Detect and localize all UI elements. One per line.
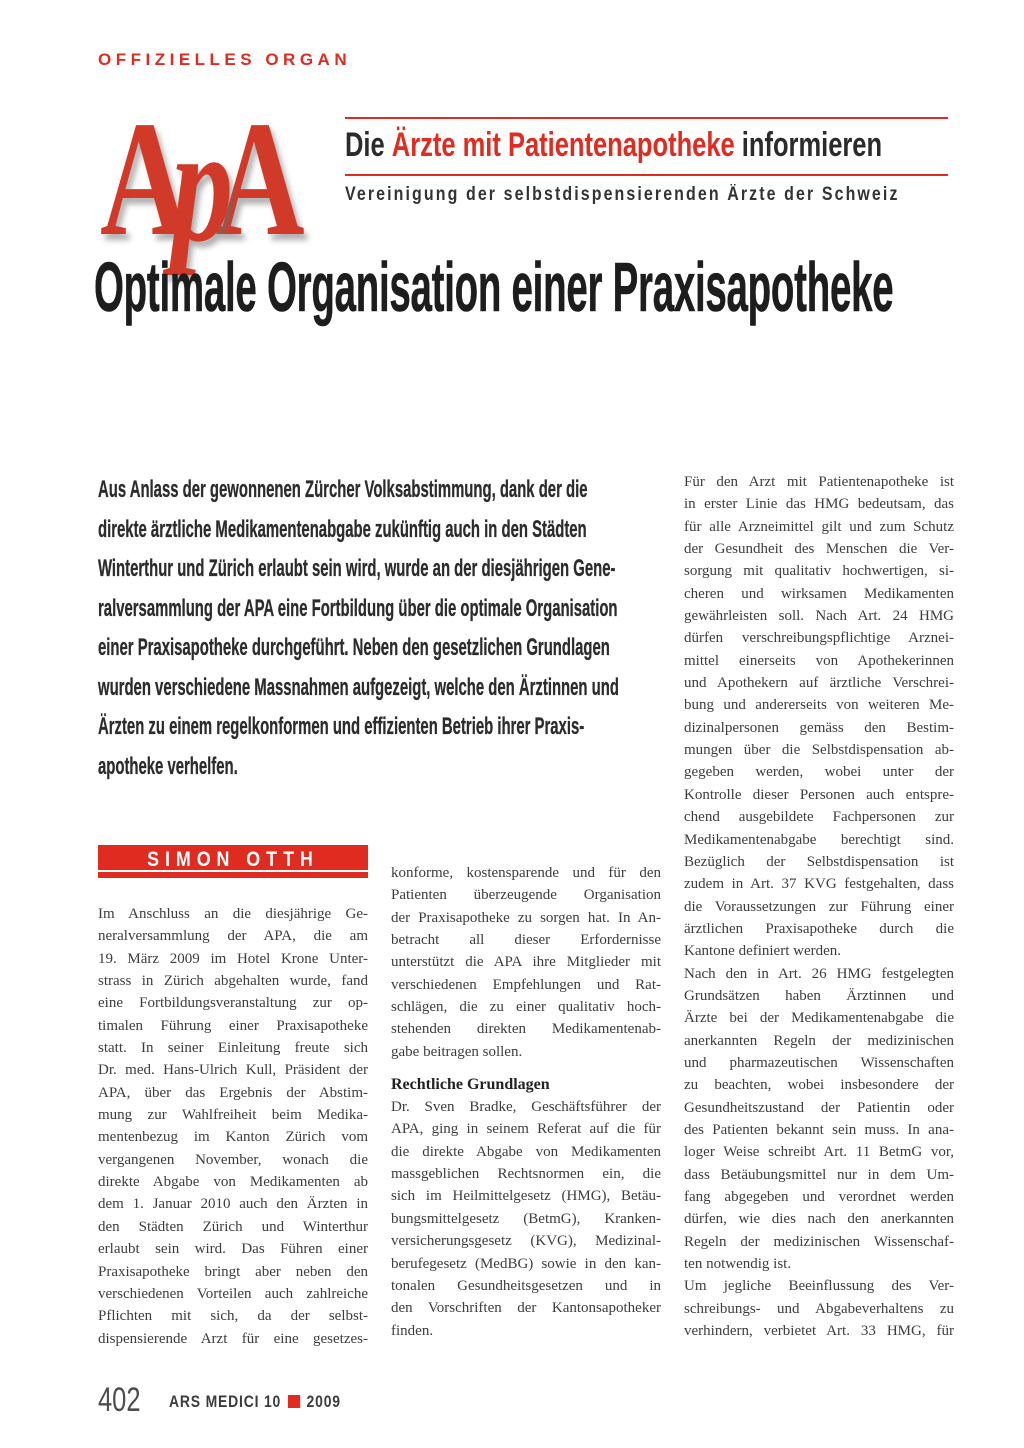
body-text-line: in erster Linie das HMG bedeutsam, das [684,496,954,513]
body-text-line: des Patienten bekannt sein muss. In ana- [684,1121,954,1138]
apa-logo [100,87,298,276]
body-text-line: gabe beitragen sollen. [391,1043,523,1060]
body-text-line: Regeln der medizinischen Wissenschaf- [684,1233,954,1250]
body-text-line: chend ausgebildete Fachpersonen zur [684,809,954,826]
author-banner-divider [98,870,368,872]
lead-line: Aus Anlass der gewonnenen Zürcher Volksabstimmung, dank der die [98,476,588,503]
body-text-line: fang abgegeben und verordnet werden [684,1189,954,1205]
body-text-line: Medikamentenabgabe berechtigt sind. [684,831,954,848]
body-text-line: eine Fortbildungsveranstaltung zur op- [98,995,368,1012]
body-column-1 [98,903,368,1350]
body-text-line: finden. [391,1322,434,1339]
body-text-line: Gesundheitszustand der Patientin oder [684,1099,954,1116]
page-footer [98,1383,378,1419]
body-text-line: Für den Arzt mit Patientenapotheke ist [684,474,954,490]
masthead-title [345,126,948,166]
body-text-line: APA, über das Ergebnis der Abstim- [98,1084,368,1101]
body-text-line: direkte Abgabe von Medikamenten ab [98,1174,368,1191]
body-text-line: sorgung mit qualitativ hochwertigen, si- [684,563,954,580]
body-text-line: mentenbezug im Kanton Zürich vom [98,1129,368,1146]
lead-line: wurden verschiedene Massnahmen aufgezeigt, welche den Ärztinnen und [98,673,619,701]
body-text-line: verschiedenen Empfehlungen und Rat- [391,976,661,993]
body-text-line: zudem in Art. 37 KVG festgehalten, dass [684,876,954,893]
author-banner [98,845,368,878]
body-text-line: der Praxisapotheke zu sorgen hat. In An- [391,909,661,926]
body-text-line: verschiedenen Vorteilen auch zahlreiche [98,1285,368,1302]
body-text-line: bung und andererseits von weiteren Me- [684,697,954,714]
body-text-line: Dr. med. Hans-Ulrich Kull, Präsident der [98,1062,368,1079]
body-column-3 [684,471,954,1342]
lead-line: Winterthur und Zürich erlaubt sein wird, wurde an der diesjährigen Gene- [98,555,616,582]
body-text-line: dürfen verschreibungspflichtige Arznei- [684,630,954,647]
issue-separator-square-icon [287,1395,299,1408]
body-text-line: Im Anschluss an die diesjährige Ge- [98,906,368,922]
masthead-title-highlight: Ärzte mit Patientenapotheke [391,126,735,164]
journal-year: 2009 [306,1392,341,1411]
body-text-line: APA, ging in seinem Referat auf die für [391,1121,661,1138]
body-text-line: neralversammlung der APA, die am [98,928,368,945]
body-text-line: Praxisapotheke bringt aber neben den [98,1263,368,1280]
body-text-line: verhindern, verbietet Art. 33 HMG, für [684,1323,954,1340]
body-text-line: mung zur Wahlfreiheit beim Medika- [98,1107,368,1124]
masthead-subtitle: Vereinigung der selbstdispensierenden Ärzte der Schweiz [345,184,900,205]
body-text-line: unterstützt die APA ihre Mitglieder mit [391,954,661,971]
body-text-line: dispensierende Arzt für eine gesetzes- [98,1330,368,1347]
article-title: Optimale Organisation einer Praxisapotheke [94,248,894,326]
body-text-line: Patienten überzeugende Organisation [391,887,661,904]
logo-letter-a1: A [100,87,182,270]
masthead-title-prefix: Die [345,126,385,164]
lead-line: Ärzten zu einem regelkonformen und effizienten Betrieb ihrer Praxis- [98,713,585,740]
journal-name: ARS MEDICI 10 [168,1392,281,1411]
body-text-line: statt. In seiner Einleitung freute sich [98,1040,368,1057]
author-name: SIMON OTTH [147,847,319,871]
body-text-line: cheren und wirksamen Medikamenten [684,585,954,602]
body-text-line: Kontrolle dieser Personen auch entspre- [684,786,954,803]
body-text-line: die Voraussetzungen zur Führung einer [684,898,954,915]
body-text-line: dizinalpersonen gemäss den Bestim- [684,719,954,736]
body-text-line: sich im Heilmittelgesetz (HMG), Betäu- [391,1188,661,1205]
lead-line: ralversammlung der APA eine Fortbildung über die optimale Organisation [98,594,618,622]
body-text-line: ärztlichen Praxisapotheke durch die [684,920,954,937]
body-text-line: Ärzte bei der Medikamentenabgabe die [684,1010,954,1027]
body-text-line: dass Betäubungsmittel nur in dem Um- [684,1166,954,1183]
body-text-line: erlaubt sein wird. Das Führen einer [98,1241,368,1258]
body-text-line: stehenden direkten Medikamentenab- [391,1021,661,1038]
body-text-line: den Städten Zürich und Winterthur [98,1218,368,1235]
body-text-line: versicherungsgesetz (KVG), Medizinal- [391,1233,661,1250]
masthead-rule-bottom [345,174,948,176]
lead-line: apotheke verhelfen. [98,752,238,780]
body-text-line: für alle Arzneimittel gilt und zum Schutz [684,518,954,535]
body-text-line: massgeblichen Rechtsnormen ein, die [391,1166,661,1183]
body-text-line: berufegesetz (MedBG) sowie in den kan- [391,1255,661,1272]
body-text-line: Nach den in Art. 26 HMG festgelegten [684,965,954,982]
body-text-line: ten notwendig ist. [684,1256,792,1273]
body-text-line: Grundsätzen haben Ärztinnen und [684,987,954,1004]
masthead-banner [345,117,948,208]
lead-paragraph [98,470,663,786]
body-text-line: dem 1. Januar 2010 auch den Ärzten in [98,1196,368,1213]
body-text-line: Um jegliche Beeinflussung des Ver- [684,1278,954,1295]
masthead-title-suffix: informieren [741,126,883,164]
body-text-line: mittel einerseits von Apothekerinnen [684,652,954,669]
body-text-line: Pflichten mit sich, da der selbst- [98,1308,368,1325]
body-text-line: konforme, kostensparende und für den [391,865,661,881]
body-text-line: der Gesundheit des Menschen die Ver- [684,541,954,558]
body-text-line: bungsmittelgesetz (BetmG), Kranken- [391,1210,661,1227]
body-text-line: dürfen, wie dies nach den anerkannten [684,1211,954,1228]
lead-line: direkte ärztliche Medikamentenabgabe zukünftig auch in den Städten [98,515,587,543]
lead-line: einer Praxisapotheke durchgeführt. Neben den gesetzlichen Grundlagen [98,634,610,661]
body-text-line: timalen Führung einer Praxisapotheke [98,1017,368,1034]
body-text-line: schlägen, die zu einer qualitativ hoch- [391,999,661,1016]
body-text-line: tonalen Gesundheitsgesetzen und in [391,1277,661,1294]
masthead-rule-top [345,117,948,119]
kicker-offizielles-organ: OFFIZIELLES ORGAN [98,50,352,69]
body-text-line: Dr. Sven Bradke, Geschäftsführer der [391,1099,661,1116]
logo-letter-p: p [171,93,226,276]
body-text-line: gegeben werden, wobei unter der [684,764,954,781]
body-text-line: und pharmazeutischen Wissenschaften [684,1054,954,1071]
body-text-line: vergangenen November, wonach die [98,1151,368,1168]
body-text-line: gewährleisten soll. Nach Art. 24 HMG [684,608,954,625]
body-column-2 [391,862,661,1342]
body-text-line: Bezüglich der Selbstdispensation ist [684,853,954,870]
body-text-line: zu beachten, wobei insbesondere der [684,1077,954,1094]
body-text-line: die direkte Abgabe von Medikamenten [391,1143,661,1160]
body-text-line: Kantone definiert werden. [684,943,842,960]
body-text-line: betracht all dieser Erfordernisse [391,932,661,949]
body-text-line: mungen über die Selbstdispensation ab- [684,742,954,759]
body-text-line: strass in Zürich abgehalten wurde, fand [98,973,368,990]
page-number: 402 [98,1381,141,1419]
body-text-line: den Vorschriften der Kantonsapotheker [391,1300,661,1317]
body-text-line: schreibungs- und Abgabeverhaltens zu [684,1300,954,1317]
journal-line [169,1387,341,1417]
section-heading: Rechtliche Grundlagen [391,1076,550,1094]
logo-letter-a2: A [215,87,298,270]
body-text-line: und Apothekern auf ärztliche Verschrei- [684,675,954,692]
body-text-line: loger Weise schreibt Art. 11 BetmG vor, [684,1144,954,1161]
body-text-line: 19. März 2009 im Hotel Krone Unter- [98,950,368,967]
body-text-line: anerkannten Regeln der medizinischen [684,1032,954,1049]
